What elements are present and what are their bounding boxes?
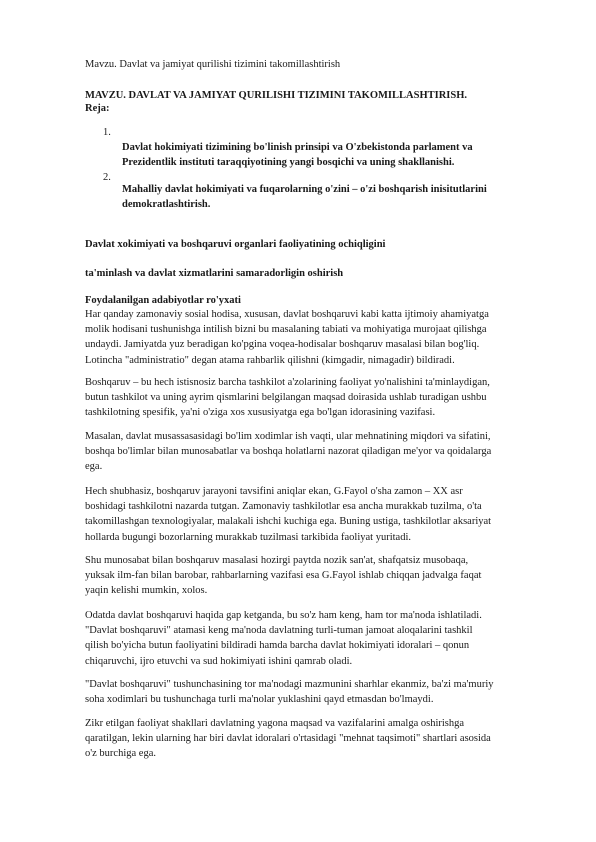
paragraph-line: yaqin kelishi mumkin, xolos. xyxy=(85,585,208,597)
paragraph xyxy=(85,484,559,545)
paragraph-line: o'z burchiga ega. xyxy=(85,748,156,760)
paragraph-line: Zikr etilgan faoliyat shakllari davlatning yagona maqsad va vazifalarini amalga oshirishga xyxy=(85,718,465,729)
plan-item-line: Prezidentlik instituti taraqqiyotining yangi bosqichi va uning shakllanishi. xyxy=(122,157,455,168)
paragraph-line: soha xodimlari bu tushunchaga turli ma'nolar yuklashini qayd etmasdan bo'lmaydi. xyxy=(85,694,434,706)
paragraph xyxy=(85,553,559,599)
plan-item-text xyxy=(122,182,542,212)
paragraph xyxy=(85,307,559,368)
paragraph-line: "Davlat boshqaruvi" tushunchasining tor ma'nodagi mazmunini sharhlar ekanmiz, ba'zi ma'muriy xyxy=(85,679,494,690)
paragraph-line: boshidagi tashkilotni nazarda tutgan. Zamonaviy tashkilotlar esa ancha murakkab tuzilma, o'ta xyxy=(85,501,482,513)
paragraph xyxy=(85,375,559,421)
paragraph xyxy=(85,716,559,762)
section-heading: Davlat xokimiyati va boshqaruvi organlari faoliyatining ochiqligini xyxy=(85,239,386,250)
paragraph-line: ega. xyxy=(85,461,103,473)
paragraph-line: undaydi. Jamiyatda yuz beradigan ko'pgina voqea-hodisalar boshqaruv masalasi bilan bog'liq. xyxy=(85,339,480,351)
heading-title: MAVZU. DAVLAT VA JAMIYAT QURILISHI TIZIMINI TAKOMILLASHTIRISH. xyxy=(85,90,467,101)
paragraph-line: Har qanday zamonaviy sosial hodisa, xususan, davlat boshqaruvi kabi katta ijtimoiy ahamiyatga xyxy=(85,309,489,320)
paragraph-line: Masalan, davlat musassasasidagi bo'lim xodimlar ish vaqti, ular mehnatining miqdori va sifatini, xyxy=(85,431,491,442)
paragraph-line: qilish bo'yicha butun faoliyatini bildiradi hamda barcha davlat hokimiyati idoralari – qonun xyxy=(85,640,470,652)
plan-item-number: 1. xyxy=(103,127,111,138)
document-heading xyxy=(85,89,467,115)
plan-label: Reja: xyxy=(85,103,110,114)
paragraph-line: hollarda bugungi bozorlarning murakkab tuzilmasi tarkibida faoliyat yuritadi. xyxy=(85,531,411,543)
plan-item-line: Davlat hokimiyati tizimining bo'linish prinsipi va O'zbekistonda parlament va xyxy=(122,142,473,153)
plan-item-number: 2. xyxy=(103,172,111,183)
paragraph-line: butun tashkilot va uning ayrim qismlarini belgilangan maqsad doirasida ushlab turadigan ushbu xyxy=(85,392,487,404)
paragraph xyxy=(85,677,559,707)
paragraph-line: Lotincha "administratio" degan atama rahbarlik qilishni (kimgadir, nimagadir) bildiradi. xyxy=(85,354,455,366)
paragraph-line: Hech shubhasiz, boshqaruv jarayoni tavsifini aniqlar ekan, G.Fayol o'sha zamon – XX asr xyxy=(85,486,463,497)
paragraph-line: yuksak ilm-fan bilan barobar, rahbarlarning vazifasi esa G.Fayol ishlab chiqqan jadvalga faqat xyxy=(85,570,482,582)
paragraph-line: boshqa bo'limlar bilan munosabatlar va boshqa holatlarni nazorat qiladigan me'yor va qoidalarga xyxy=(85,446,492,458)
references-heading: Foydalanilgan adabiyotlar ro'yxati xyxy=(85,295,241,306)
paragraph xyxy=(85,429,559,475)
section-heading: ta'minlash va davlat xizmatlarini samaradorligin oshirish xyxy=(85,268,344,279)
document-topic-line: Mavzu. Davlat va jamiyat qurilishi tizimini takomillashtirish xyxy=(85,59,341,70)
plan-item-line: Mahalliy davlat hokimiyati va fuqarolarning o'zini – o'zi boshqarish inisitutlarini xyxy=(122,184,487,195)
paragraph-line: chiqaruvchi, ijro etuvchi va sud hokimiyati ishini qamrab oladi. xyxy=(85,655,353,667)
paragraph-line: Odatda davlat boshqaruvi haqida gap ketganda, bu so'z ham keng, ham tor ma'noda ishlatiladi. xyxy=(85,610,482,621)
paragraph-line: Boshqaruv – bu hech istisnosiz barcha tashkilot a'zolarining faoliyat yo'nalishini ta'minlaydigan, xyxy=(85,377,490,388)
paragraph-line: qaratilgan, lekin ularning har biri davlat idoralari o'rtasidagi "mehnat taqsimoti" shartlari asosida xyxy=(85,733,491,745)
paragraph-line: Shu munosabat bilan boshqaruv masalasi hozirgi paytda nozik san'at, shafqatsiz musobaqa, xyxy=(85,555,469,566)
paragraph-line: tashkilotning spesifik, ya'ni o'ziga xos xususiyatga ega bo'lgan idorasining vazifasi. xyxy=(85,407,436,419)
plan-item-text xyxy=(122,140,542,170)
paragraph-line: takomillashgan texnologiyalar, malakali ishchi kuchiga ega. Buning ustiga, tashkilotlar aksariyat xyxy=(85,516,492,528)
plan-item-line: demokratlashtirish. xyxy=(122,199,211,210)
paragraph xyxy=(85,608,559,669)
paragraph-line: "Davlat boshqaruvi" atamasi keng ma'noda davlatning turli-tuman jamoat aloqalarini tashkil xyxy=(85,625,473,637)
paragraph-line: molik hodisani tushunishga intilish bizni bu masalaning tabiati va mohiyatiga murojaat qilishga xyxy=(85,324,487,336)
